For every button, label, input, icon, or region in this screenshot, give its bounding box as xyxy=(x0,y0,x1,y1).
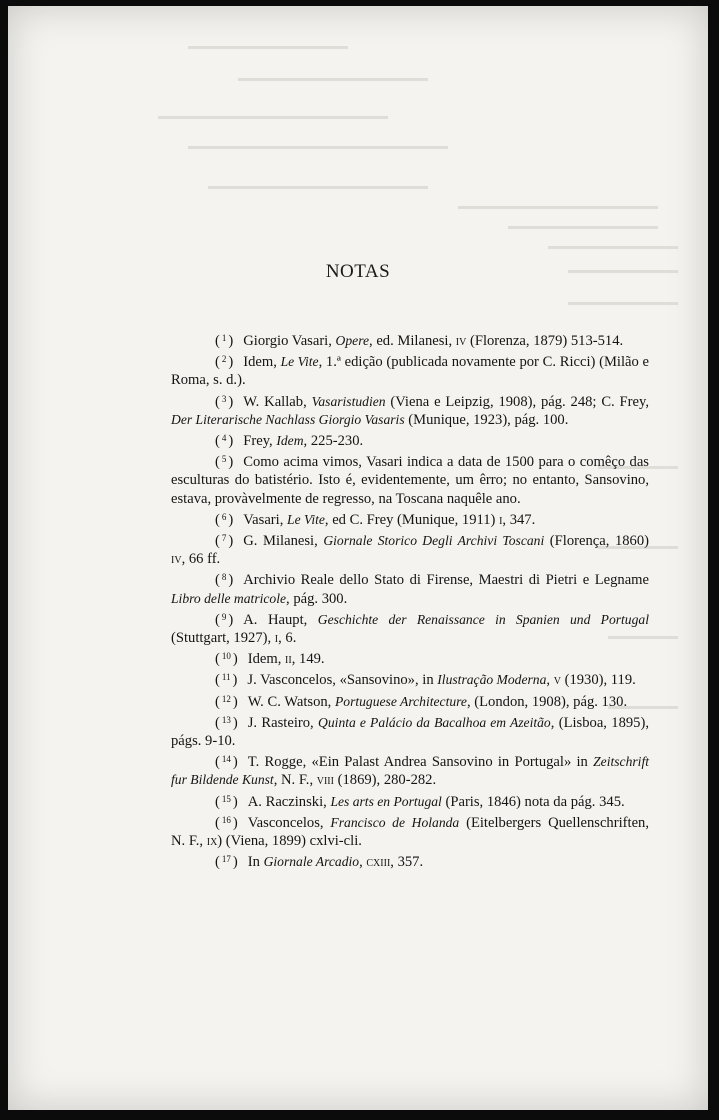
note-text: , 225-230. xyxy=(303,433,364,450)
volume-numeral: iv xyxy=(455,333,467,349)
note-item xyxy=(171,529,649,568)
note-number: ( $^2$ ) xyxy=(215,354,234,371)
note-text: Idem, xyxy=(243,354,281,371)
note-text: , ed. Milanesi, xyxy=(369,333,456,349)
note-number: ( $^4$ ) xyxy=(215,433,234,450)
source-title: Francisco de Holanda xyxy=(330,814,460,830)
note-number: ( $^{17}$ ) xyxy=(215,854,238,871)
note-number: ( $^1$ ) xyxy=(215,333,234,349)
source-title: Quinta e Palácio da Bacalhoa em Azeitão xyxy=(318,714,551,730)
note-item xyxy=(171,790,649,811)
note-text: , ed C. Frey (Munique, 1911) xyxy=(324,511,500,528)
note-text: ) (Viena, 1899) cxlvi-cli. xyxy=(217,833,362,850)
note-text: W. Kallab, xyxy=(243,393,312,410)
note-number: ( $^{12}$ ) xyxy=(215,693,238,710)
page-title: NOTAS xyxy=(325,261,391,282)
note-number: ( $^{13}$ ) xyxy=(215,714,238,731)
volume-numeral: v xyxy=(553,672,561,689)
note-text: , xyxy=(546,672,554,689)
note-item xyxy=(171,350,649,389)
source-title: Giornale Arcadio xyxy=(263,854,360,870)
source-title: Zeitschrift fur Bildende Kunst xyxy=(171,754,649,788)
note-number: ( $^{14}$ ) xyxy=(215,754,238,771)
note-text: , N. F., xyxy=(273,772,317,789)
note-text: A. Haupt, xyxy=(243,611,318,628)
note-text: (Viena e Leipzig, 1908), pág. 248; C. Frey, xyxy=(385,393,649,410)
note-number: ( $^8$ ) xyxy=(215,572,234,589)
note-text: G. Milanesi, xyxy=(243,533,324,550)
note-text: Archivio Reale dello Stato di Firense, Maestri di Pietri e Legname xyxy=(243,572,649,589)
source-title: Giornale Storico Degli Archivi Toscani xyxy=(323,533,545,549)
volume-numeral: cxiii xyxy=(366,854,391,871)
source-title: Geschichte der Renaissance in Spanien und Portugal xyxy=(317,611,649,627)
note-text: (Florenza, 1879) 513-514. xyxy=(466,333,624,349)
note-item xyxy=(171,568,649,607)
note-text: , 6. xyxy=(278,630,297,647)
note-text: W. C. Watson, xyxy=(247,693,335,710)
note-text: In xyxy=(247,854,264,871)
document-page xyxy=(8,6,708,1110)
source-title: Libro delle matricole xyxy=(171,590,287,606)
note-text: Vasari, xyxy=(243,511,288,528)
note-item xyxy=(171,429,649,450)
note-item xyxy=(171,850,649,871)
note-number: ( $^7$ ) xyxy=(215,533,234,550)
note-number: ( $^{11}$ ) xyxy=(215,672,238,689)
note-text: Giorgio Vasari, xyxy=(243,333,336,349)
note-number: ( $^{10}$ ) xyxy=(215,651,238,668)
note-number: ( $^9$ ) xyxy=(215,611,234,628)
note-text: Vasconcelos, xyxy=(247,814,331,831)
notes-list xyxy=(171,329,649,871)
note-item xyxy=(171,668,649,689)
note-text: (Florença, 1860) xyxy=(544,533,649,550)
note-text: , (Lisboa, 1895), págs. 9-10. xyxy=(171,714,649,750)
note-number: ( $^3$ ) xyxy=(215,393,234,410)
note-item xyxy=(171,711,649,750)
note-text: A. Raczinski, xyxy=(247,793,331,810)
note-text: (Eitelbergers Quellenschriften, N. F., xyxy=(171,814,649,850)
note-text: (Stuttgart, 1927), xyxy=(171,630,275,647)
source-title: Ilustração Moderna xyxy=(437,672,547,688)
note-item xyxy=(171,811,649,850)
note-text: Como acima vimos, Vasari indica a data de 1500 para o comêço das esculturas do batistério. Isto é, evidentemente, um êrro; no entanto, Sansovino, estava, provàvelmente de regresso, na Toscana naquêle ano. xyxy=(171,454,649,507)
note-text: , (London, 1908), pág. 130. xyxy=(466,693,628,710)
note-item xyxy=(171,390,649,429)
note-text: T. Rogge, «Ein Palast Andrea Sansovino in Portugal» in xyxy=(247,754,594,771)
note-text: , 347. xyxy=(502,511,536,528)
source-title: Idem xyxy=(276,433,304,449)
source-title: Opere xyxy=(335,333,370,348)
note-text: , pág. 300. xyxy=(286,590,348,607)
note-text: (Paris, 1846) nota da pág. 345. xyxy=(441,793,625,810)
volume-numeral: i xyxy=(499,511,503,528)
volume-numeral: ix xyxy=(206,833,218,850)
note-number: ( $^5$ ) xyxy=(215,454,234,471)
note-text: Frey, xyxy=(243,433,277,450)
source-title: Vasaristudien xyxy=(311,393,386,409)
source-title: Portuguese Architecture xyxy=(334,693,467,709)
source-title: Le Vite xyxy=(287,511,325,527)
note-item xyxy=(171,450,649,508)
note-item xyxy=(171,608,649,647)
volume-numeral: iv xyxy=(171,551,182,568)
volume-numeral: i xyxy=(274,630,279,647)
note-text: , xyxy=(359,854,367,871)
volume-numeral: viii xyxy=(316,772,334,789)
volume-numeral: ii xyxy=(285,651,292,668)
note-text: (1869), 280-282. xyxy=(333,772,437,789)
note-item xyxy=(171,329,649,350)
note-number: ( $^6$ ) xyxy=(215,511,234,528)
note-item xyxy=(171,647,649,668)
note-item xyxy=(171,508,649,529)
note-text: J. Rasteiro, xyxy=(247,714,319,731)
source-title: Der Literarische Nachlass Giorgio Vasaris xyxy=(171,411,405,427)
note-text: (1930), 119. xyxy=(560,672,636,689)
note-text: , 357. xyxy=(390,854,424,871)
note-number: ( $^{15}$ ) xyxy=(215,793,238,810)
note-item xyxy=(171,750,649,789)
note-item xyxy=(171,690,649,711)
note-text: Idem, xyxy=(247,651,286,668)
note-text: , 66 ff. xyxy=(181,551,221,568)
note-text: J. Vasconcelos, «Sansovino», in xyxy=(247,672,438,689)
note-number: ( $^{16}$ ) xyxy=(215,814,238,831)
note-text: , 1.ª edição (publicada novamente por C. Ricci) (Milão e Roma, s. d.). xyxy=(171,354,650,389)
note-text: (Munique, 1923), pág. 100. xyxy=(404,411,569,428)
source-title: Le Vite xyxy=(280,354,319,370)
note-text: , 149. xyxy=(291,651,325,668)
source-title: Les arts en Portugal xyxy=(330,793,442,809)
